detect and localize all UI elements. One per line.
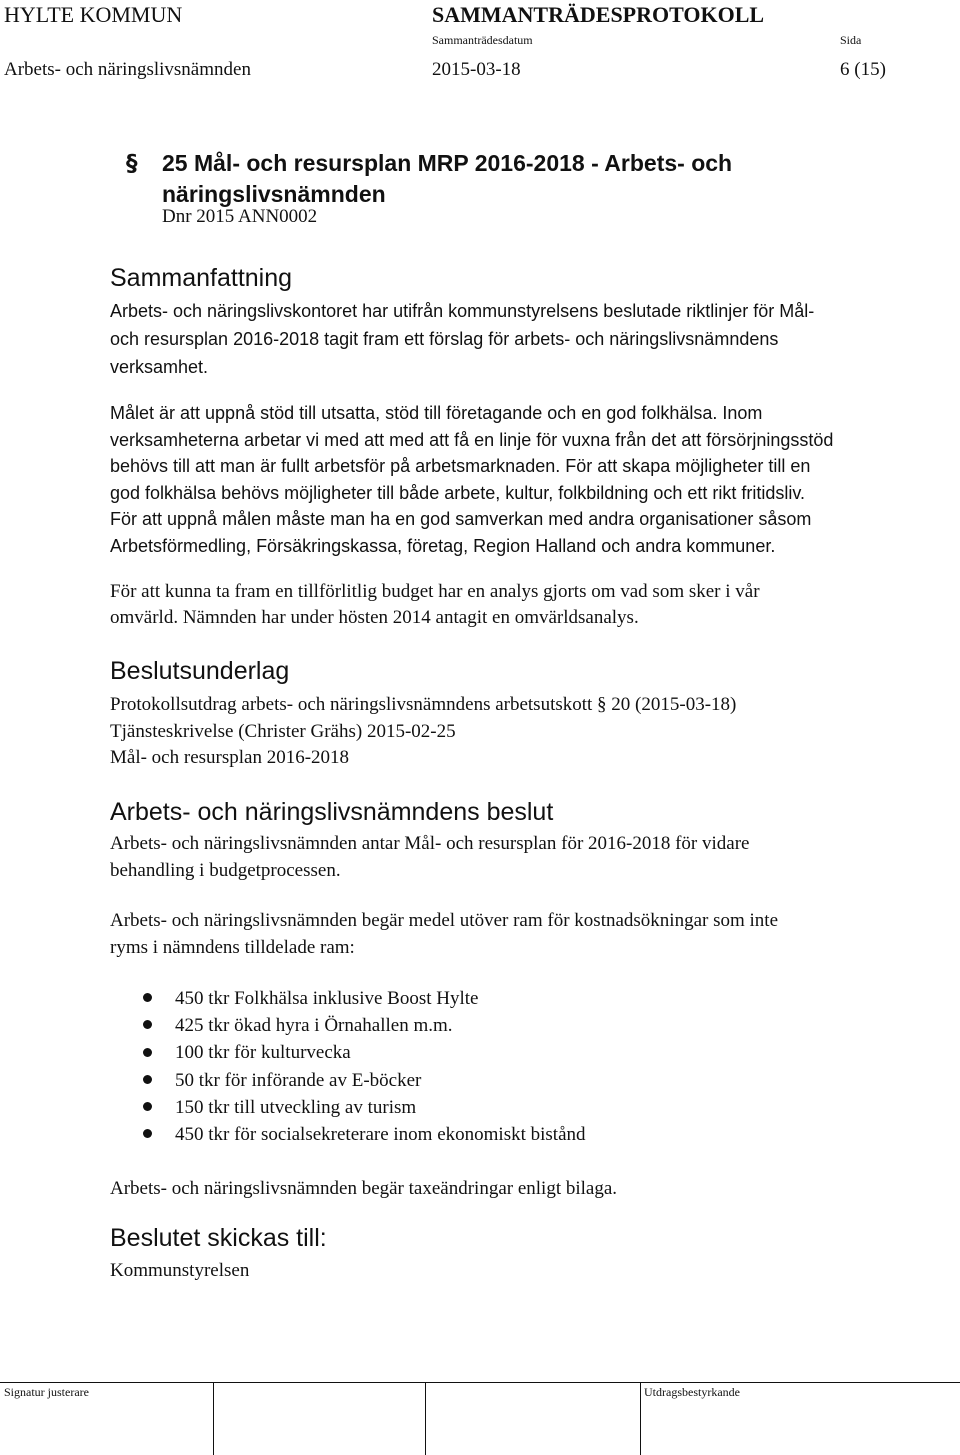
text-line: Arbets- och näringslivskontoret har utifrån kommunstyrelsens beslutade riktlinjer för Mål- <box>110 301 815 321</box>
text-line: behandling i budgetprocessen. <box>110 859 341 881</box>
basis-heading: Beslutsunderlag <box>110 657 290 685</box>
basis-item: Protokollsutdrag arbets- och näringslivsnämndens arbetsutskott § 20 (2015-03-18) <box>110 694 737 715</box>
basis-item: Tjänsteskrivelse (Christer Grähs) 2015-02-25 <box>110 720 456 742</box>
text-line: verksamhet. <box>110 357 209 377</box>
item-title-line1: 25 Mål- och resursplan MRP 2016-2018 - Arbets- och <box>162 150 733 176</box>
cost-request-list <box>143 985 586 1148</box>
document-type: SAMMANTRÄDESPROTOKOLL <box>432 2 765 27</box>
diary-number: Dnr 2015 ANN0002 <box>162 206 318 227</box>
decision-paragraph-2 <box>110 908 880 961</box>
bullet-icon <box>143 1020 152 1029</box>
item-title-line2: näringslivsnämnden <box>162 181 386 207</box>
summary-paragraph-1 <box>110 297 880 381</box>
bullet-icon <box>143 1048 152 1057</box>
basis-item: Mål- och resursplan 2016-2018 <box>110 747 350 768</box>
signature-label: Signatur justerare <box>4 1385 89 1399</box>
text-line: ryms i nämndens tilldelade ram: <box>110 936 355 958</box>
board-name: Arbets- och näringslivsnämnden <box>4 59 251 80</box>
text-line: god folkhälsa behövs möjligheter till både arbete, kultur, folkbildning och ett rikt fritidsliv. <box>110 482 806 503</box>
decision-paragraph-1 <box>110 831 880 884</box>
recipient: Kommunstyrelsen <box>110 1260 250 1281</box>
extract-box <box>640 1383 641 1455</box>
bullet-icon <box>143 1102 152 1111</box>
text-line: och resursplan 2016-2018 tagit fram ett förslag för arbets- och näringslivsnämndens <box>110 329 779 349</box>
text-line: behövs till att man är fullt arbetsför på arbetsmarknaden. För att skapa möjligheter till en <box>110 456 811 476</box>
text-line: omvärld. Nämnden har under hösten 2014 antagit en omvärldsanalys. <box>110 607 639 628</box>
text-line: Arbets- och näringslivsnämnden antar Mål- och resursplan för 2016-2018 för vidare <box>110 833 750 854</box>
item-title <box>126 148 732 209</box>
bullet-icon <box>143 993 152 1002</box>
date-label: Sammanträdesdatum <box>432 33 533 47</box>
decision-heading: Arbets- och näringslivsnämndens beslut <box>110 798 554 826</box>
text-line: verksamheterna arbetar vi med att med att få en linje för vuxna från det att försörjningsstöd <box>110 429 834 450</box>
text-line: Målet är att uppnå stöd till utsatta, stöd till företagande och en god folkhälsa. Inom <box>110 403 763 423</box>
extract-label: Utdragsbestyrkande <box>644 1385 740 1399</box>
summary-paragraph-2 <box>110 400 880 559</box>
list-item: 450 tkr för socialsekreterare inom ekonomiskt bistånd <box>143 1121 586 1148</box>
page-number: 6 (15) <box>840 59 886 80</box>
sent-to-heading: Beslutet skickas till: <box>110 1224 327 1252</box>
bullet-icon <box>143 1129 152 1138</box>
summary-paragraph-3 <box>110 579 880 631</box>
list-item: 450 tkr Folkhälsa inklusive Boost Hylte <box>143 985 586 1012</box>
signature-footer <box>0 1382 960 1455</box>
summary-heading: Sammanfattning <box>110 264 293 292</box>
text-line: För att kunna ta fram en tillförlitlig budget har en analys gjorts om vad som sker i vår <box>110 581 760 602</box>
list-item: 50 tkr för införande av E-böcker <box>143 1067 586 1094</box>
text-line: För att uppnå målen måste man ha en god samverkan med andra organisationer såsom <box>110 509 812 529</box>
org-name: HYLTE KOMMUN <box>4 2 183 27</box>
list-item: 150 tkr till utveckling av turism <box>143 1094 586 1121</box>
basis-list <box>110 692 880 772</box>
text-line: Arbets- och näringslivsnämnden begär medel utöver ram för kostnadsökningar som inte <box>110 910 778 931</box>
bullet-icon <box>143 1075 152 1084</box>
paragraph-sign-icon: § <box>126 151 138 177</box>
signature-box <box>425 1383 426 1455</box>
decision-paragraph-3: Arbets- och näringslivsnämnden begär taxeändringar enligt bilaga. <box>110 1178 618 1199</box>
page-label: Sida <box>840 33 862 47</box>
signature-box <box>213 1383 214 1455</box>
list-item: 425 tkr ökad hyra i Örnahallen m.m. <box>143 1012 586 1039</box>
meeting-date: 2015-03-18 <box>432 59 521 80</box>
text-line: Arbetsförmedling, Försäkringskassa, företag, Region Halland och andra kommuner. <box>110 535 776 556</box>
list-item: 100 tkr för kulturvecka <box>143 1039 586 1066</box>
